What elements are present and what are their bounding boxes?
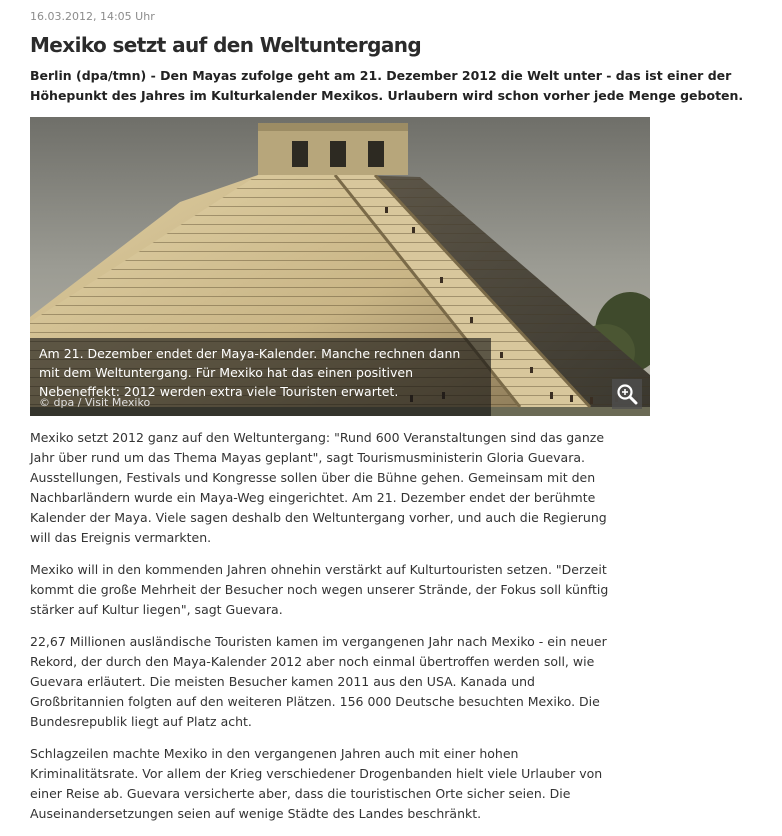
caption-line: Nebeneffekt: 2012 werden extra viele Touristen erwartet.: [39, 384, 399, 399]
article-image[interactable]: [30, 117, 650, 416]
article-timestamp: 16.03.2012, 14:05 Uhr: [30, 10, 155, 23]
image-credit: © dpa / Visit Mexiko: [39, 396, 151, 409]
zoom-button[interactable]: [612, 379, 642, 409]
body-line: Auseinandersetzungen seien auf wenige Städte des Landes beschränkt.: [30, 806, 482, 821]
lead-line: Höhepunkt des Jahres im Kulturkalender Mexikos. Urlaubern wird schon vorher jede Menge geboten.: [30, 88, 744, 103]
body-line: 22,67 Millionen ausländische Touristen kamen im vergangenen Jahr nach Mexiko - ein neuer: [30, 634, 607, 649]
lead-line: Berlin (dpa/tmn) - Den Mayas zufolge geht am 21. Dezember 2012 die Welt unter - das ist einer der: [30, 68, 732, 83]
body-line: Rekord, der durch den Maya-Kalender 2012 aber noch einmal übertroffen werden soll, wie: [30, 654, 595, 669]
article-body: [30, 428, 775, 836]
body-line: Kalender der Maya. Viele sagen deshalb den Weltuntergang vorher, und auch die Regierung: [30, 510, 607, 525]
magnifier-plus-icon: [616, 383, 638, 405]
body-line: Mexiko will in den kommenden Jahren ohnehin verstärkt auf Kulturtouristen setzen. "Derzeit: [30, 562, 607, 577]
body-line: einer Reise ab. Guevara versicherte aber, dass die touristischen Orte sicher seien. Die: [30, 786, 571, 801]
paragraph: [30, 744, 775, 824]
body-line: will das Ereignis vermarkten.: [30, 530, 212, 545]
body-line: Jahr über rund um das Thema Mayas geplant", sagt Tourismusministerin Gloria Guevara.: [30, 450, 585, 465]
caption-line: mit dem Weltuntergang. Für Mexiko hat das einen positiven: [39, 365, 413, 380]
body-line: Ausstellungen, Festivals und Kongresse sollen über die Bühne gehen. Gemeinsam mit den: [30, 470, 596, 485]
body-line: stärker auf Kultur liegen", sagt Guevara.: [30, 602, 283, 617]
paragraph: [30, 632, 775, 732]
body-line: Mexiko setzt 2012 ganz auf den Weltuntergang: "Rund 600 Veranstaltungen sind das ganze: [30, 430, 605, 445]
paragraph: [30, 560, 775, 620]
body-line: kommt die große Mehrheit der Besucher noch wegen unserer Strände, der Fokus soll künftig: [30, 582, 609, 597]
caption-line: Am 21. Dezember endet der Maya-Kalender. Manche rechnen dann: [39, 346, 461, 361]
caption-text: [39, 344, 460, 401]
body-line: Großbritannien folgten auf den weiteren Plätzen. 156 000 Deutsche besuchten Mexiko. Die: [30, 694, 600, 709]
body-line: Kriminalitätsrate. Vor allem der Krieg verschiedener Drogenbanden hielt viele Urlauber von: [30, 766, 603, 781]
body-line: Schlagzeilen machte Mexiko in den vergangenen Jahren auch mit einer hohen: [30, 746, 519, 761]
body-line: Guevara erläutert. Die meisten Besucher kamen 2011 aus den USA. Kanada und: [30, 674, 535, 689]
body-line: Bundesrepublik liegt auf Platz acht.: [30, 714, 252, 729]
article-lead: [30, 66, 775, 106]
body-line: Nachbarländern wurde ein Maya-Weg eingerichtet. Am 21. Dezember endet der berühmte: [30, 490, 596, 505]
article-title: Mexiko setzt auf den Weltuntergang: [30, 33, 422, 57]
paragraph: [30, 428, 775, 548]
